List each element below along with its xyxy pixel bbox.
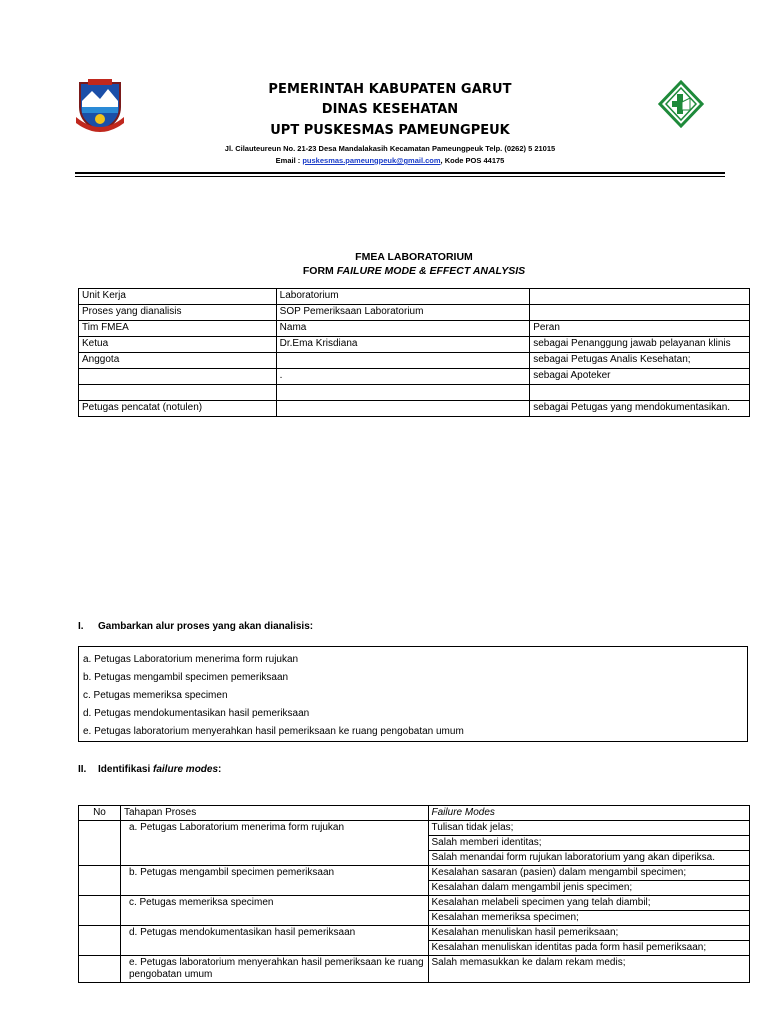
team-row [79,353,750,369]
process-stage-cell: c. Petugas memeriksa specimen [120,896,428,926]
letterhead-contact [150,155,630,167]
failure-mode-cell: Kesalahan menuliskan hasil pemeriksaan; [428,926,749,941]
process-stage-cell: d. Petugas mendokumentasikan hasil pemeriksaan [120,926,428,956]
section-1-number: I. [78,621,84,632]
letterhead-address: Jl. Cilauteureun No. 21-23 Desa Mandalakasih Kecamatan Pameungpeuk Telp. (0262) 5 21015 [224,144,556,153]
section-1-heading [78,621,313,632]
row-number-cell [79,866,121,896]
puskesmas-green-cross-icon [658,80,704,128]
email-label: Email : [275,156,303,165]
team-row [79,369,750,385]
team-duty-cell: sebagai Apoteker [530,369,750,385]
team-name-cell [276,385,530,401]
process-step: d. Petugas mendokumentasikan hasil pemeriksaan [83,708,310,719]
team-name-cell: Dr.Ema Krisdiana [276,337,530,353]
failure-row [79,956,750,983]
process-step: e. Petugas laboratorium menyerahkan hasil pemeriksaan ke ruang pengobatan umum [83,726,464,737]
section-2-colon: : [218,764,222,775]
failure-row [79,926,750,941]
email-link[interactable]: puskesmas.pameungpeuk@gmail.com [302,156,441,165]
team-row [79,385,750,401]
team-duty-cell: Peran [530,321,750,337]
failure-mode-cell: Kesalahan melabeli specimen yang telah diambil; [428,896,749,911]
team-duty-cell: sebagai Petugas yang mendokumentasikan. [530,401,750,417]
process-step: a. Petugas Laboratorium menerima form rujukan [83,654,299,665]
team-role-cell: Tim FMEA [79,321,277,337]
team-duty-cell [530,289,750,305]
failure-row [79,866,750,881]
team-name-cell: Nama [276,321,530,337]
failure-row [79,821,750,836]
team-duty-cell [530,385,750,401]
process-stage-cell: b. Petugas mengambil specimen pemeriksaan [120,866,428,896]
team-row [79,337,750,353]
header-no: No [79,806,121,821]
team-name-cell [276,353,530,369]
team-duty-cell: sebagai Penanggung jawab pelayanan klinis [530,337,750,353]
team-role-cell [79,369,277,385]
team-role-cell [79,385,277,401]
header-failure-modes: Failure Modes [428,806,749,821]
team-duty-cell: sebagai Petugas Analis Kesehatan; [530,353,750,369]
section-1-title: Gambarkan alur proses yang akan dianalisis: [98,621,314,632]
team-role-cell: Anggota [79,353,277,369]
team-name-cell: Laboratorium [276,289,530,305]
failure-row [79,896,750,911]
failure-table-header [79,806,750,821]
failure-mode-cell: Kesalahan memeriksa specimen; [428,911,749,926]
section-2-title: Identifikasi [98,764,154,775]
header-stage: Tahapan Proses [120,806,428,821]
row-number-cell [79,956,121,983]
failure-mode-cell: Salah menandai form rujukan laboratorium yang akan diperiksa. [428,851,749,866]
letterhead-rule-thin [75,176,725,177]
team-table [78,288,750,417]
team-name-cell: . [276,369,530,385]
letterhead-rule-thick [75,172,725,174]
letterhead [150,80,630,167]
team-name-cell: SOP Pemeriksaan Laboratorium [276,305,530,321]
team-role-cell: Unit Kerja [79,289,277,305]
process-step: c. Petugas memeriksa specimen [83,690,228,701]
failure-mode-cell: Tulisan tidak jelas; [428,821,749,836]
form-title-italic: FAILURE MODE & EFFECT ANALYSIS [336,265,526,277]
row-number-cell [79,896,121,926]
letterhead-department: DINAS KESEHATAN [321,102,459,117]
row-number-cell [79,926,121,956]
process-step: b. Petugas mengambil specimen pemeriksaan [83,672,289,683]
row-number-cell [79,821,121,866]
team-role-cell: Petugas pencatat (notulen) [79,401,277,417]
postal-code: , Kode POS 44175 [440,156,505,165]
form-title-prefix: FORM [302,265,337,277]
process-flow-box [78,646,748,742]
section-2-heading [78,764,221,775]
form-title [78,250,750,278]
failure-mode-cell: Kesalahan dalam mengambil jenis specimen; [428,881,749,896]
letterhead-government: PEMERINTAH KABUPATEN GARUT [268,82,512,97]
failure-modes-table [78,805,750,983]
letterhead-unit: UPT PUSKESMAS PAMEUNGPEUK [270,123,510,138]
team-role-cell: Proses yang dianalisis [79,305,277,321]
section-2-title-italic: failure modes [153,764,219,775]
section-2-number: II. [78,764,87,775]
team-name-cell [276,401,530,417]
team-role-cell: Ketua [79,337,277,353]
team-row [79,401,750,417]
failure-mode-cell: Salah memberi identitas; [428,836,749,851]
team-duty-cell [530,305,750,321]
failure-mode-cell: Kesalahan sasaran (pasien) dalam mengambil specimen; [428,866,749,881]
process-stage-cell: a. Petugas Laboratorium menerima form rujukan [120,821,428,866]
form-title-line2 [78,264,750,278]
team-row [79,289,750,305]
form-title-line1: FMEA LABORATORIUM [355,251,473,263]
failure-mode-cell: Kesalahan menuliskan identitas pada form hasil pemeriksaan; [428,941,749,956]
failure-mode-cell: Salah memasukkan ke dalam rekam medis; [428,956,749,983]
garut-regency-crest-icon [74,77,126,133]
team-row [79,321,750,337]
team-row [79,305,750,321]
process-stage-cell: e. Petugas laboratorium menyerahkan hasil pemeriksaan ke ruang pengobatan umum [120,956,428,983]
